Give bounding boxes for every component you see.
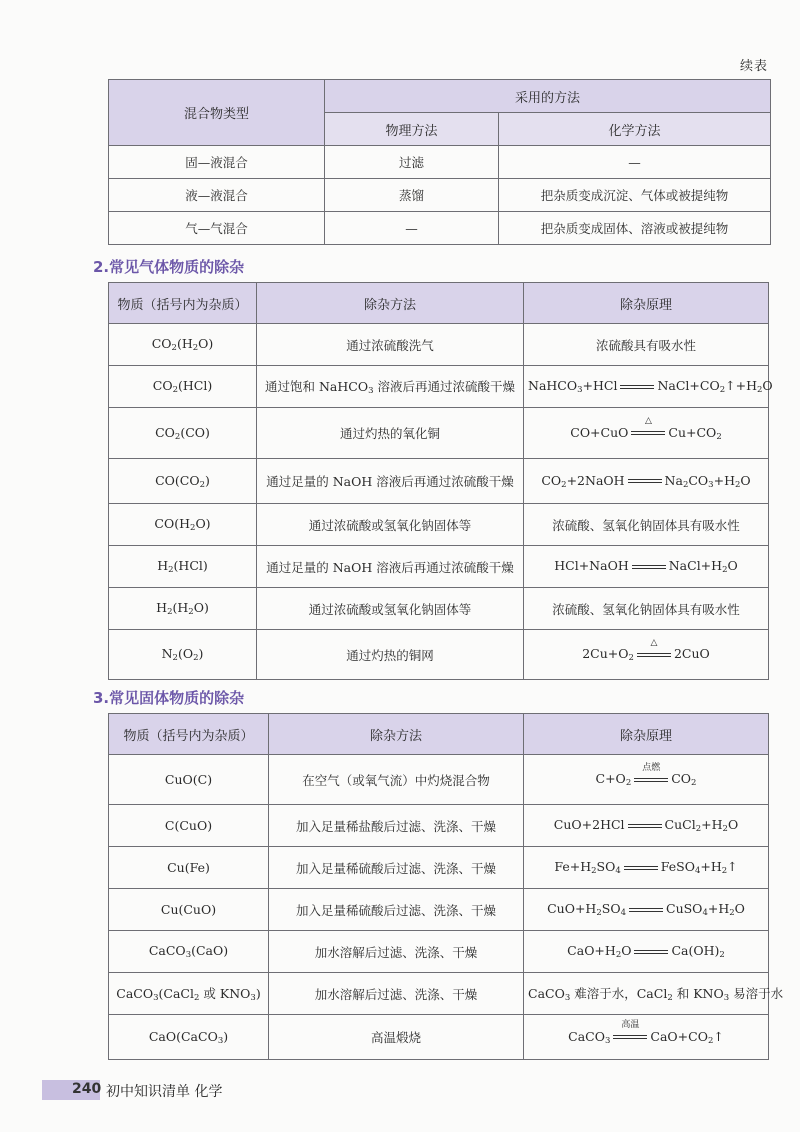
cell-method: 加水溶解后过滤、洗涤、干燥 [269,931,524,973]
reaction-sign [628,475,662,487]
cell-substance: $N_2(O_2)$ [109,630,257,680]
col-method: 除杂方法 [269,714,524,755]
cell-substance: CaO(CaCO$_3$) [109,1015,269,1060]
cell-principle: CuO+2HCl $CuCl_2+H_2O$ [524,805,769,847]
cell-substance: $CO_2(CO)$ [109,408,257,459]
col-method: 除杂方法 [257,283,524,324]
cell-method: 通过浓硫酸或氢氧化钠固体等 [257,588,524,630]
page-number: 240 [72,1081,102,1097]
cell-principle: $Fe+H_2SO_4$ $FeSO_4+H_2↑$ [524,847,769,889]
table-row [109,504,769,546]
cell-method: 高温煅烧 [269,1015,524,1060]
cell-chemical: 把杂质变成固体、溶液或被提纯物 [499,212,771,245]
cell-method: 加入足量稀硫酸后过滤、洗涤、干燥 [269,847,524,889]
cell-substance: Cu(Fe) [109,847,269,889]
table-row [109,546,769,588]
reaction-sign [632,561,666,573]
cell-method: 加入足量稀盐酸后过滤、洗涤、干燥 [269,805,524,847]
table-row [109,146,771,179]
cell-method: 加入足量稀硫酸后过滤、洗涤、干燥 [269,889,524,931]
cell-principle: 浓硫酸、氢氧化钠固体具有吸水性 [524,588,769,630]
cell-substance: $CO_2(HCl)$ [109,366,257,408]
cell-principle: $2Cu+O_2$ △ 2CuO [524,630,769,680]
cell-method: 通过足量的 NaOH 溶液后再通过浓硫酸干燥 [257,459,524,504]
table-row [109,366,769,408]
reaction-sign [620,381,654,393]
table-row [109,847,769,889]
cell-principle: HCl+NaOH $NaCl+H_2O$ [524,546,769,588]
table-row [109,889,769,931]
cell-principle: $C+O_2$ 点燃 $CO_2$ [524,755,769,805]
cell-method: 通过浓硫酸或氢氧化钠固体等 [257,504,524,546]
cell-method: 通过灼热的氧化铜 [257,408,524,459]
cell-chemical: — [499,146,771,179]
cell-method: 通过浓硫酸洗气 [257,324,524,366]
reaction-sign [634,946,668,958]
cell-substance: $CO_2(H_2O)$ [109,324,257,366]
cell-substance: CaCO$_3$(CaCl$_2$ 或 $KNO_3$) [109,973,269,1015]
reaction-sign [624,862,658,874]
cell-principle: $CO_2+2NaOH$ $Na_2CO_3+H_2O$ [524,459,769,504]
table-row [109,324,769,366]
table-row [109,1015,769,1060]
continued-label: 续表 [739,59,768,74]
mixture-type-table [108,79,771,245]
table-row [109,459,769,504]
table-row [109,931,769,973]
cell-type: 气—气混合 [109,212,325,245]
cell-substance: CaCO$_3$(CaO) [109,931,269,973]
col-substance: 物质（括号内为杂质） [109,714,269,755]
section-3-title: 3.常见固体物质的除杂 [93,689,245,707]
reaction-sign: △ [637,649,671,661]
reaction-sign: △ [631,427,665,439]
cell-type: 固—液混合 [109,146,325,179]
table-row [109,630,769,680]
cell-substance: CuO(C) [109,755,269,805]
col-chemical: 化学方法 [499,113,771,146]
cell-physical: 过滤 [325,146,499,179]
reaction-sign: 高温 [613,1031,647,1043]
cell-substance: C(CuO) [109,805,269,847]
reaction-sign [628,820,662,832]
cell-principle: $CaO+H_2O$ $Ca(OH)_2$ [524,931,769,973]
cell-substance: $CO(H_2O)$ [109,504,257,546]
table-row [109,588,769,630]
cell-principle: CaCO$_3$ 高温 $CaO+CO_2↑$ [524,1015,769,1060]
cell-physical: 蒸馏 [325,179,499,212]
col-principle: 除杂原理 [524,714,769,755]
gas-purification-table [108,282,773,680]
col-mixture-type: 混合物类型 [109,80,325,146]
table-row [109,805,769,847]
solid-purification-table [108,713,784,1060]
table-row [109,179,771,212]
cell-principle: CO+CuO △ $Cu+CO_2$ [524,408,769,459]
cell-method: 加水溶解后过滤、洗涤、干燥 [269,973,524,1015]
cell-chemical: 把杂质变成沉淀、气体或被提纯物 [499,179,771,212]
cell-principle: CaCO$_3$ 难溶于水，CaCl$_2$ 和 $KNO_3$ 易溶于水 [524,973,769,1015]
cell-method: 通过灼热的铜网 [257,630,524,680]
cell-principle: NaHCO$_3$+HCl $NaCl+CO_2↑+H_2O$ [524,366,769,408]
page-footer [0,1077,430,1103]
col-methods: 采用的方法 [325,80,771,113]
table-row [109,973,769,1015]
cell-type: 液—液混合 [109,179,325,212]
cell-principle: 浓硫酸具有吸水性 [524,324,769,366]
cell-substance: $H_2(H_2O)$ [109,588,257,630]
cell-substance: $CO(CO_2)$ [109,459,257,504]
table-row [109,755,769,805]
cell-principle: 浓硫酸、氢氧化钠固体具有吸水性 [524,504,769,546]
book-title: 初中知识清单 化学 [106,1084,223,1100]
cell-principle: $CuO+H_2SO_4$ $CuSO_4+H_2O$ [524,889,769,931]
col-substance: 物质（括号内为杂质） [109,283,257,324]
col-physical: 物理方法 [325,113,499,146]
cell-substance: Cu(CuO) [109,889,269,931]
cell-physical: — [325,212,499,245]
cell-substance: $H_2(HCl)$ [109,546,257,588]
col-principle: 除杂原理 [524,283,769,324]
cell-method: 在空气（或氧气流）中灼烧混合物 [269,755,524,805]
table-row [109,212,771,245]
cell-method: 通过饱和 NaHCO$_3$ 溶液后再通过浓硫酸干燥 [257,366,524,408]
reaction-sign: 点燃 [634,774,668,786]
reaction-sign [629,904,663,916]
cell-method: 通过足量的 NaOH 溶液后再通过浓硫酸干燥 [257,546,524,588]
table-row [109,408,769,459]
section-2-title: 2.常见气体物质的除杂 [93,258,245,276]
